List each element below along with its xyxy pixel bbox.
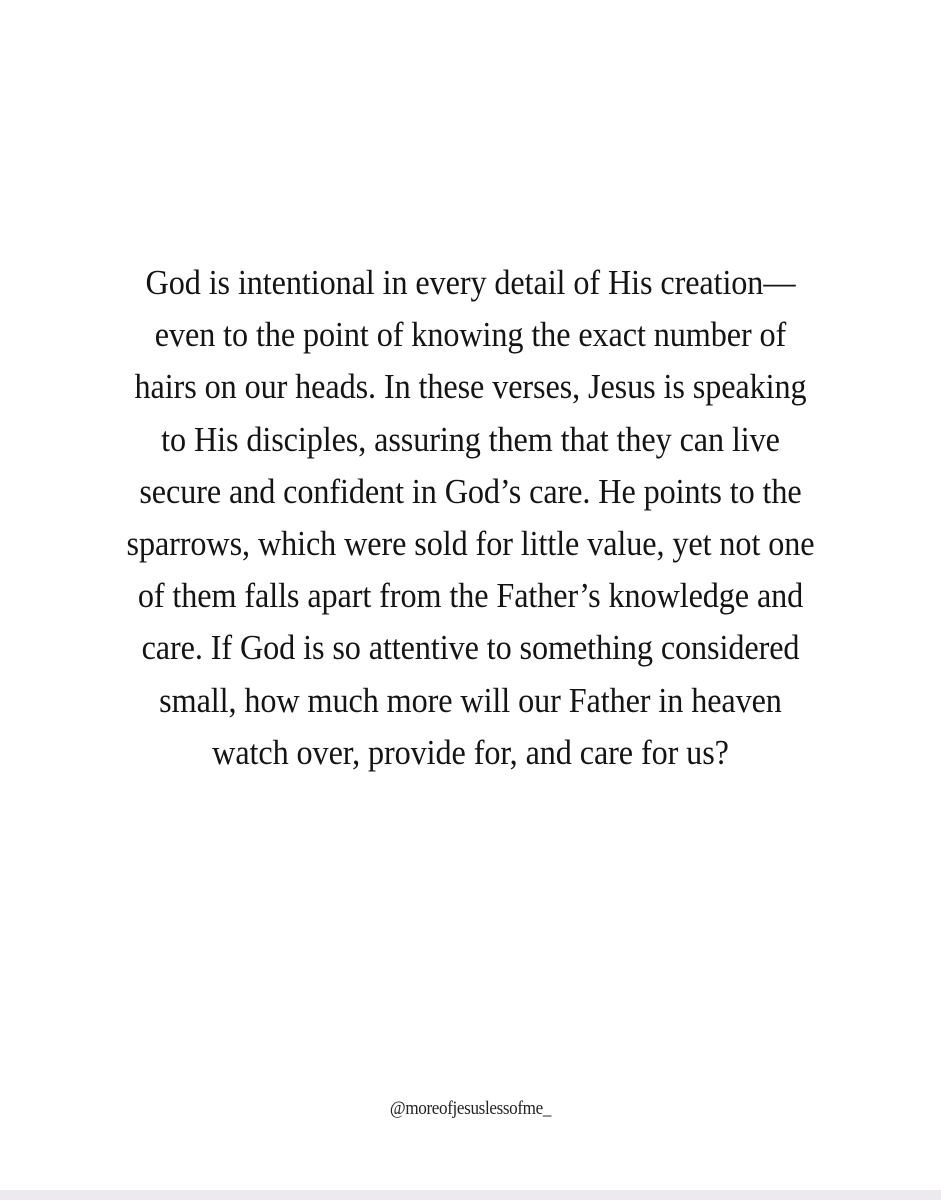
text-line-5: secure and confident in God’s care. He points to the	[139, 471, 802, 511]
text-line-8: care. If God is so attentive to something considered	[141, 628, 800, 668]
text-line-7: of them falls apart from the Father’s knowledge and	[137, 576, 804, 616]
bottom-edge-bar	[0, 1190, 941, 1200]
devotional-text	[40, 257, 901, 779]
text-line-10: watch over, provide for, and care for us?	[212, 732, 729, 772]
text-line-2: even to the point of knowing the exact number of	[154, 315, 787, 355]
author-handle: @moreofjesuslessofme_	[389, 1098, 552, 1119]
text-line-3: hairs on our heads. In these verses, Jesus is speaking	[134, 367, 807, 407]
text-line-4: to His disciples, assuring them that they can live	[161, 419, 780, 459]
text-line-6: sparrows, which were sold for little value, yet not one	[126, 524, 815, 564]
text-line-1: God is intentional in every detail of His creation—	[145, 263, 796, 302]
text-line-9: small, how much more will our Father in heaven	[159, 680, 782, 720]
